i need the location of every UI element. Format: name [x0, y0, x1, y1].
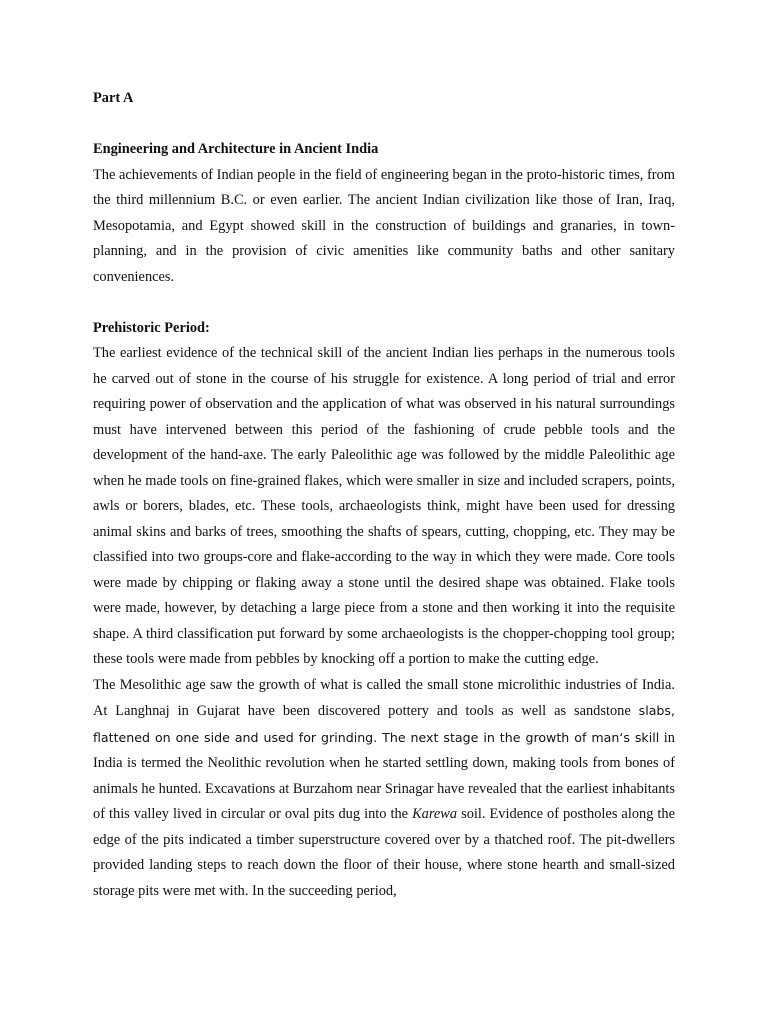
italic-term: Karewa	[412, 806, 458, 822]
paragraph-prehistoric-tools: The earliest evidence of the technical skill of the ancient Indian lies perhaps in the numerous tools he carved out of stone in the course of his struggle for existence. A long period of trial and error requiring power of observation and the application of what was observed in his natural surroundings must have intervened between this period of the fashioning of crude pebble tools and the development of the hand-axe. The early Paleolithic age was followed by the middle Paleolithic age when he made tools on fine-grained flakes, which were smaller in size and included scrapers, points, awls or borers, blades, etc. These tools, archaeologists think, might have been used for dressing animal skins and barks of trees, smoothing the shafts of spears, cutting, chopping, etc. They may be classified into two groups-core and flake-according to the way in which they were made. Core tools were made by chipping or flaking away a stone until the desired shape was obtained. Flake tools were made, however, by detaching a large piece from a stone and then working it into the requisite shape. A third classification put forward by some archaeologists is the chopper-chopping tool group; these tools were made from pebbles by knocking off a portion to make the cutting edge.	[93, 345, 675, 667]
paragraph-engineering: The achievements of Indian people in the field of engineering began in the proto-historic times, from the third millennium B.C. or even earlier. The ancient Indian civilization like those of Iran, Iraq, Mesopotamia, and Egypt showed skill in the construction of buildings and granaries, in town-planning, and in the provision of civic amenities like community baths and other sanitary conveniences.	[93, 166, 675, 285]
section-heading-engineering: Engineering and Architecture in Ancient India	[93, 141, 379, 157]
text-run: soil. Evidence of postholes along the edge of the pits indicated a timber superstructure covered over by a thatched roof. The pit-dwellers provided landing steps to reach down the floor of their house, where stone hearth and small-sized storage pits were met with. In the succeeding period,	[93, 806, 675, 899]
text-run: The Mesolithic age saw the growth of what is called the small stone microlithic industries of India. At Langhnaj in Gujarat have been discovered pottery and tools as well as sandstone	[93, 676, 675, 719]
part-label: Part A	[93, 90, 134, 106]
text-run: in India is termed the Neolithic revolution when he started settling down, making tools from bones of animals he hunted. Excavations at Burzahom near Srinagar have revealed that the earliest inhabitants of this valley lived in circular or oval pits dug into the	[93, 729, 675, 822]
paragraph-mesolithic-neolithic	[93, 673, 675, 905]
text-run-alt-font: slabs, flattened on one side and used for grinding. The next stage in the growth of man‘s skill	[93, 703, 675, 745]
spacer	[93, 112, 675, 138]
section-heading-prehistoric: Prehistoric Period:	[93, 319, 210, 336]
spacer	[93, 290, 675, 316]
document-page	[93, 86, 675, 904]
